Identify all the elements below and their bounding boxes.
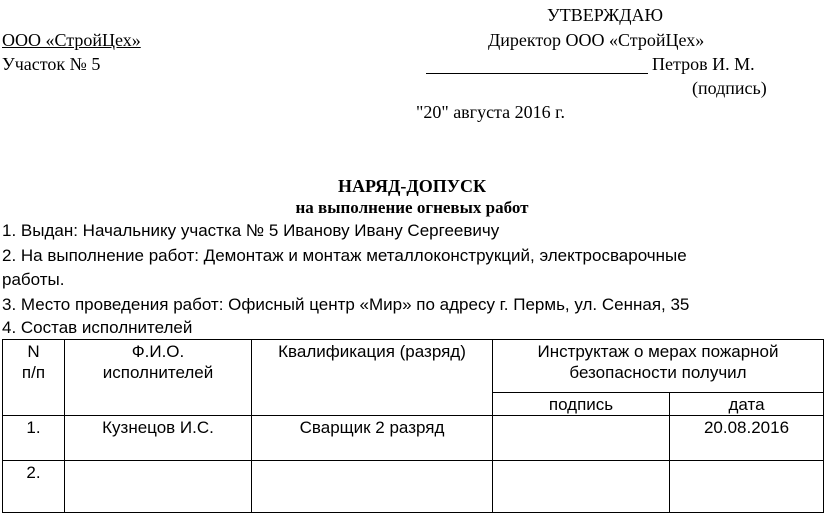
- row-num: 2.: [3, 461, 65, 513]
- header-briefing-line2: безопасности получил: [569, 363, 747, 382]
- row-fio: Кузнецов И.С.: [65, 416, 252, 461]
- row-signature: [493, 461, 670, 513]
- document-subtitle: на выполнение огневых работ: [295, 198, 529, 217]
- item-work-type-continued: работы.: [2, 270, 65, 289]
- header-num: [3, 340, 65, 416]
- header-briefing: [493, 340, 824, 393]
- signature-caption: (подпись): [692, 78, 767, 98]
- section-label: Участок № 5: [2, 54, 101, 74]
- header-date: дата: [670, 393, 824, 416]
- row-signature: [493, 416, 670, 461]
- header-qualification: Квалификация (разряд): [252, 340, 493, 416]
- header-fio: [65, 340, 252, 416]
- header-fio-line1: Ф.И.О.: [131, 342, 185, 361]
- row-fio: [65, 461, 252, 513]
- approve-title: УТВЕРЖДАЮ: [547, 5, 664, 25]
- row-qualification: Сварщик 2 разряд: [252, 416, 493, 461]
- row-num: 1.: [3, 416, 65, 461]
- director-name: Петров И. М.: [652, 54, 755, 74]
- item-work-location: 3. Место проведения работ: Офисный центр «Мир» по адресу г. Пермь, ул. Сенная, 35: [2, 295, 690, 314]
- org-name: ООО «СтройЦех»: [2, 30, 141, 50]
- document-title: НАРЯД-ДОПУСК: [337, 176, 487, 196]
- approval-date: "20" августа 2016 г.: [416, 102, 565, 122]
- table-row: [3, 461, 824, 513]
- header-num-line2: п/п: [21, 363, 46, 382]
- director-title: Директор ООО «СтройЦех»: [488, 30, 705, 50]
- header-signature: подпись: [493, 393, 670, 416]
- item-issued-to: 1. Выдан: Начальнику участка № 5 Иванову Ивану Сергеевичу: [2, 221, 500, 240]
- header-fio-line2: исполнителей: [102, 363, 214, 382]
- item-executors-heading: 4. Состав исполнителей: [2, 318, 193, 337]
- row-date: [670, 461, 824, 513]
- table-header-row: [3, 340, 824, 393]
- item-work-type: 2. На выполнение работ: Демонтаж и монтаж металлоконструкций, электросварочные: [2, 246, 687, 265]
- row-qualification: [252, 461, 493, 513]
- executors-table: [2, 339, 824, 513]
- signature-line: [426, 73, 648, 74]
- row-date: 20.08.2016: [670, 416, 824, 461]
- header-briefing-line1: Инструктаж о мерах пожарной: [537, 342, 779, 361]
- header-num-line1: N: [27, 342, 40, 361]
- table-row: [3, 416, 824, 461]
